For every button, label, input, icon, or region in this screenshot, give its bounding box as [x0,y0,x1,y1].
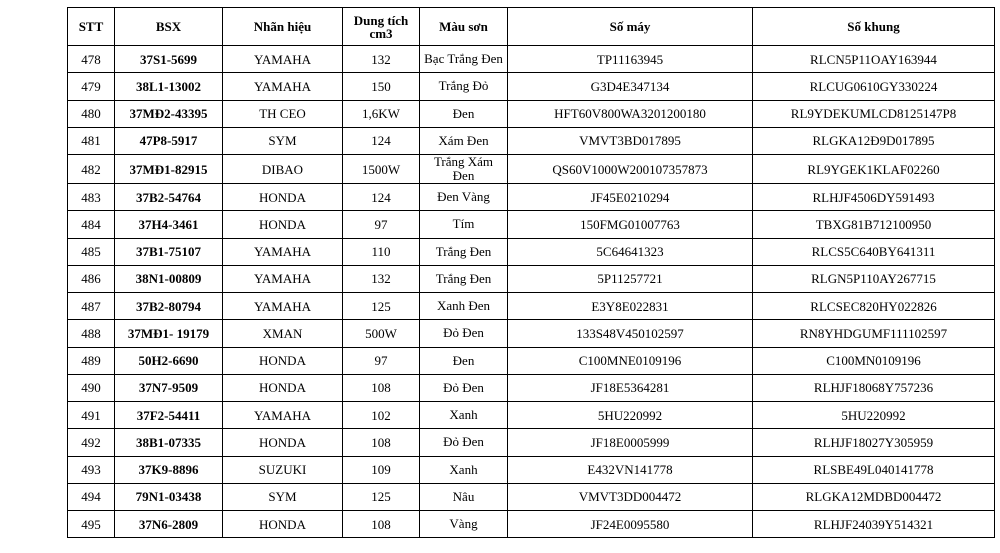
cell-frame-number: RLCS5C640BY641311 [753,238,995,265]
cell-plate-number: 37B2-54764 [115,184,223,211]
cell-frame-number: RLCSEC820HY022826 [753,293,995,320]
cell-capacity: 1,6KW [343,100,420,127]
cell-plate-number: 37N7-9509 [115,374,223,401]
cell-engine-number: HFT60V800WA3201200180 [508,100,753,127]
cell-capacity: 1500W [343,155,420,184]
table-row [68,184,995,211]
table-row [68,46,995,73]
cell-capacity: 132 [343,46,420,73]
table-row [68,265,995,292]
cell-stt: 489 [68,347,115,374]
cell-color: Đen [420,347,508,374]
cell-stt: 478 [68,46,115,73]
cell-engine-number: G3D4E347134 [508,73,753,100]
cell-brand: SUZUKI [223,456,343,483]
header-brand: Nhãn hiệu [223,8,343,46]
cell-engine-number: VMVT3DD004472 [508,483,753,510]
cell-plate-number: 47P8-5917 [115,127,223,154]
cell-color: Trắng Đen [420,265,508,292]
cell-capacity: 150 [343,73,420,100]
cell-brand: HONDA [223,374,343,401]
cell-capacity: 110 [343,238,420,265]
cell-frame-number: RLHJF24039Y514321 [753,511,995,538]
table-row [68,374,995,401]
header-frame-number: Số khung [753,8,995,46]
cell-engine-number: JF24E0095580 [508,511,753,538]
table-row [68,429,995,456]
header-color: Màu sơn [420,8,508,46]
cell-frame-number: RLHJF18027Y305959 [753,429,995,456]
cell-stt: 484 [68,211,115,238]
cell-brand: YAMAHA [223,238,343,265]
cell-color: Bạc Trắng Đen [420,46,508,73]
cell-frame-number: RLCN5P11OAY163944 [753,46,995,73]
cell-color: Đỏ Đen [420,374,508,401]
table-row [68,211,995,238]
cell-stt: 482 [68,155,115,184]
cell-plate-number: 38L1-13002 [115,73,223,100]
cell-frame-number: RL9YGEK1KLAF02260 [753,155,995,184]
cell-color: Xám Đen [420,127,508,154]
cell-capacity: 124 [343,127,420,154]
cell-stt: 479 [68,73,115,100]
cell-color: Vàng [420,511,508,538]
cell-plate-number: 37MĐ1- 19179 [115,320,223,347]
table-row [68,293,995,320]
cell-stt: 495 [68,511,115,538]
cell-brand: HONDA [223,347,343,374]
vehicle-table [67,7,995,538]
cell-brand: YAMAHA [223,402,343,429]
cell-stt: 480 [68,100,115,127]
cell-plate-number: 38N1-00809 [115,265,223,292]
cell-capacity: 108 [343,374,420,401]
cell-capacity: 500W [343,320,420,347]
header-capacity: Dung tích cm3 [343,8,420,46]
cell-brand: XMAN [223,320,343,347]
cell-stt: 493 [68,456,115,483]
cell-engine-number: E432VN141778 [508,456,753,483]
cell-plate-number: 37B1-75107 [115,238,223,265]
cell-color: Trắng Xám Đen [420,155,508,184]
cell-brand: YAMAHA [223,293,343,320]
cell-plate-number: 37H4-3461 [115,211,223,238]
cell-plate-number: 37N6-2809 [115,511,223,538]
table-row [68,320,995,347]
cell-plate-number: 37K9-8896 [115,456,223,483]
cell-brand: YAMAHA [223,46,343,73]
table-row [68,238,995,265]
table-row [68,127,995,154]
cell-color: Tím [420,211,508,238]
cell-capacity: 97 [343,211,420,238]
cell-color: Đen [420,100,508,127]
table-row [68,456,995,483]
table-row [68,155,995,184]
cell-stt: 494 [68,483,115,510]
cell-stt: 481 [68,127,115,154]
cell-engine-number: 5C64641323 [508,238,753,265]
cell-frame-number: TBXG81B712100950 [753,211,995,238]
table-row [68,402,995,429]
table-row [68,483,995,510]
cell-engine-number: JF18E0005999 [508,429,753,456]
cell-frame-number: RN8YHDGUMF111102597 [753,320,995,347]
cell-brand: DIBAO [223,155,343,184]
table-row [68,73,995,100]
cell-engine-number: VMVT3BD017895 [508,127,753,154]
cell-brand: HONDA [223,429,343,456]
table-row [68,100,995,127]
cell-plate-number: 37B2-80794 [115,293,223,320]
cell-stt: 487 [68,293,115,320]
cell-capacity: 109 [343,456,420,483]
cell-brand: YAMAHA [223,73,343,100]
cell-plate-number: 37F2-54411 [115,402,223,429]
cell-color: Xanh [420,456,508,483]
cell-frame-number: RLHJF18068Y757236 [753,374,995,401]
cell-capacity: 102 [343,402,420,429]
cell-engine-number: 5HU220992 [508,402,753,429]
cell-brand: HONDA [223,211,343,238]
header-bsx: BSX [115,8,223,46]
cell-frame-number: RL9YDEKUMLCD8125147P8 [753,100,995,127]
cell-color: Trắng Đỏ [420,73,508,100]
cell-engine-number: TP11163945 [508,46,753,73]
cell-stt: 488 [68,320,115,347]
cell-capacity: 125 [343,293,420,320]
cell-frame-number: RLGKA12MDBD004472 [753,483,995,510]
table-row [68,347,995,374]
cell-color: Đen Vàng [420,184,508,211]
cell-plate-number: 37MĐ1-82915 [115,155,223,184]
cell-frame-number: RLGKA12Đ9D017895 [753,127,995,154]
cell-engine-number: 133S48V450102597 [508,320,753,347]
header-stt: STT [68,8,115,46]
cell-color: Nâu [420,483,508,510]
cell-engine-number: 150FMG01007763 [508,211,753,238]
cell-stt: 486 [68,265,115,292]
cell-stt: 491 [68,402,115,429]
cell-color: Xanh Đen [420,293,508,320]
cell-brand: SYM [223,127,343,154]
cell-plate-number: 37MĐ2-43395 [115,100,223,127]
cell-engine-number: JF18E5364281 [508,374,753,401]
cell-frame-number: RLSBE49L040141778 [753,456,995,483]
cell-engine-number: C100MNE0109196 [508,347,753,374]
cell-color: Xanh [420,402,508,429]
cell-brand: HONDA [223,184,343,211]
cell-stt: 483 [68,184,115,211]
cell-plate-number: 37S1-5699 [115,46,223,73]
cell-brand: SYM [223,483,343,510]
cell-brand: HONDA [223,511,343,538]
cell-engine-number: JF45E0210294 [508,184,753,211]
table-row [68,511,995,538]
cell-plate-number: 38B1-07335 [115,429,223,456]
cell-capacity: 97 [343,347,420,374]
cell-plate-number: 50H2-6690 [115,347,223,374]
header-engine-number: Số máy [508,8,753,46]
cell-color: Đỏ Đen [420,429,508,456]
cell-brand: YAMAHA [223,265,343,292]
cell-capacity: 108 [343,511,420,538]
cell-plate-number: 79N1-03438 [115,483,223,510]
cell-frame-number: 5HU220992 [753,402,995,429]
table-header-row [68,8,995,46]
cell-color: Đỏ Đen [420,320,508,347]
cell-engine-number: E3Y8E022831 [508,293,753,320]
cell-capacity: 125 [343,483,420,510]
cell-capacity: 132 [343,265,420,292]
cell-brand: TH CEO [223,100,343,127]
cell-frame-number: RLGN5P110AY267715 [753,265,995,292]
cell-stt: 492 [68,429,115,456]
cell-capacity: 124 [343,184,420,211]
cell-stt: 485 [68,238,115,265]
cell-color: Trắng Đen [420,238,508,265]
cell-engine-number: QS60V1000W200107357873 [508,155,753,184]
cell-stt: 490 [68,374,115,401]
cell-frame-number: C100MN0109196 [753,347,995,374]
cell-frame-number: RLHJF4506DY591493 [753,184,995,211]
cell-engine-number: 5P11257721 [508,265,753,292]
cell-frame-number: RLCUG0610GY330224 [753,73,995,100]
cell-capacity: 108 [343,429,420,456]
